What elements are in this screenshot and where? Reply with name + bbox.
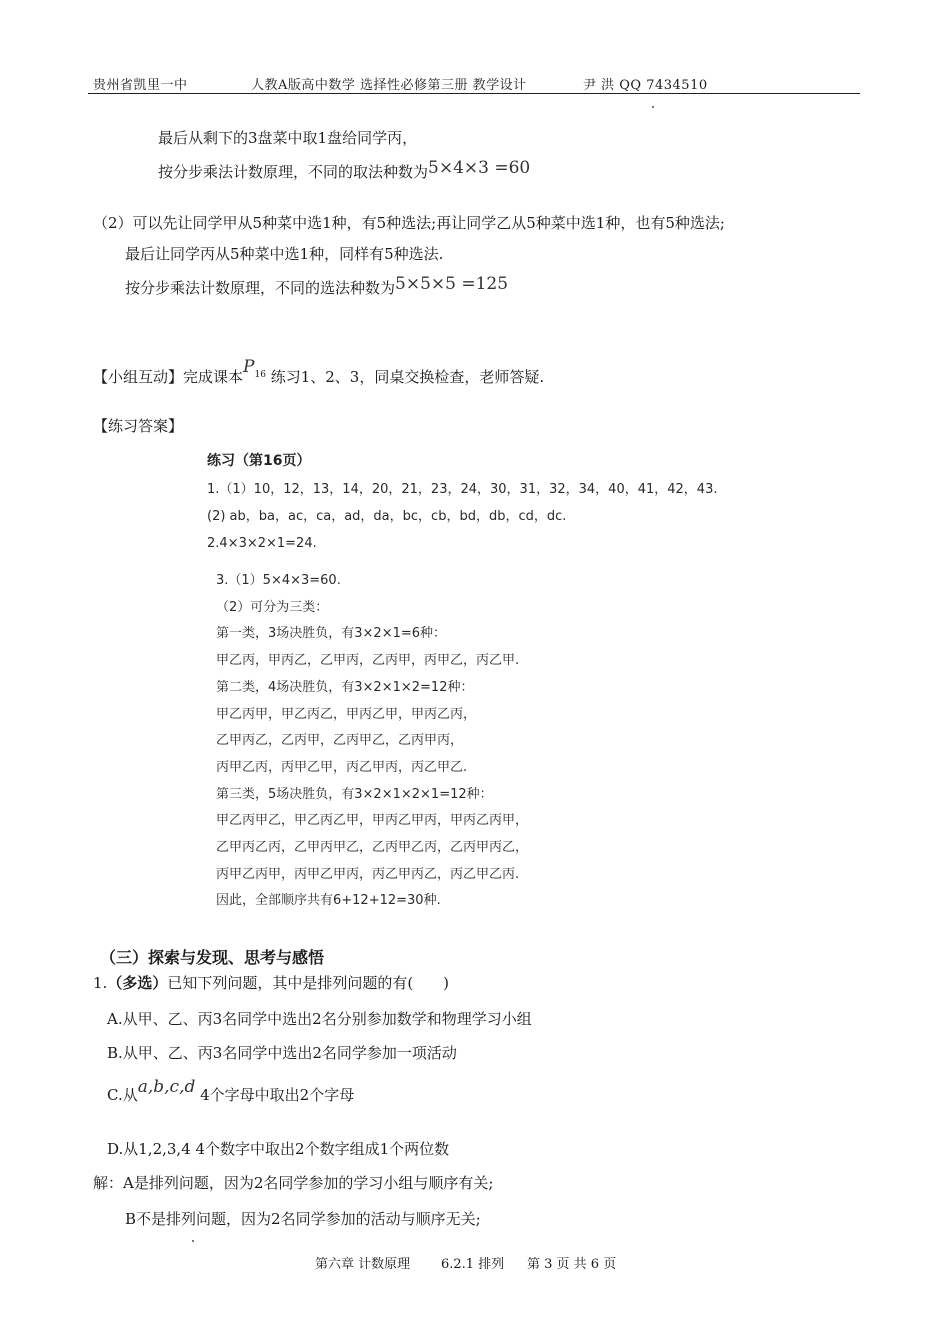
footer-page: 第 3 页 共 6 页 [527, 1257, 617, 1272]
section-title: （三）探索与发现、思考与感悟 [100, 948, 325, 967]
option-c-pre: C.从 [107, 1086, 138, 1104]
group-label: 【小组互动】完成课本 [93, 368, 244, 386]
scan-line: 甲乙丙，甲丙乙，乙甲丙，乙丙甲，丙甲乙，丙乙甲. [216, 653, 520, 669]
scan-line: 2.4×3×2×1=24. [207, 536, 317, 551]
part1-formula: 5×4×3 =60 [428, 158, 531, 178]
option-c-post: 4个字母中取出2个字母 [200, 1086, 355, 1104]
part1-line2-text: 按分步乘法计数原理，不同的取法种数为 [158, 163, 429, 181]
scan-line: 丙甲乙丙，丙甲乙甲，丙乙甲丙，丙乙甲乙. [216, 759, 468, 775]
part2-formula: 5×5×5 =125 [395, 274, 509, 294]
question-1 [93, 973, 449, 993]
part1-line1: 最后从剩下的3盘菜中取1盘给同学丙， [158, 129, 418, 147]
scan-line: 3.（1）5×4×3=60. [216, 573, 341, 588]
option-a: A.从甲、乙、丙3名同学中选出2名分别参加数学和物理学习小组 [107, 1010, 532, 1028]
page-footer [315, 1253, 616, 1272]
scan-line: 甲乙丙甲乙，甲乙丙乙甲，甲丙乙甲丙，甲丙乙丙甲， [216, 813, 529, 829]
solution-line-2: B不是排列问题，因为2名同学参加的活动与顺序无关; [125, 1210, 481, 1228]
scan-line: 丙甲乙丙甲，丙甲乙甲丙，丙乙甲丙乙，丙乙甲乙丙. [216, 866, 520, 882]
scan-line: 第一类，3场决胜负，有3×2×1=6种： [216, 626, 447, 642]
scan-line: 乙甲丙乙，乙丙甲，乙丙甲乙，乙丙甲丙， [216, 733, 464, 749]
scan-block-1 [207, 476, 717, 557]
scan-block-2 [216, 568, 528, 915]
scan-line: （2）可分为三类： [216, 599, 329, 615]
scan-line: 1.（1）10，12，13，14，20，21，23，24，30，31，32，34，40，41，42，43. [207, 482, 718, 497]
answer-scan [200, 442, 760, 912]
question-tag: （多选） [107, 974, 168, 992]
page-ref-p: P [243, 357, 255, 377]
answers-label: 【练习答案】 [93, 417, 184, 435]
question-number: 1. [93, 974, 108, 992]
footer-chapter: 第六章 计数原理 [315, 1257, 411, 1272]
page-ref-sub: 16 [254, 370, 266, 380]
option-c [107, 1077, 355, 1105]
group-interaction [93, 357, 545, 393]
option-b: B.从甲、乙、丙3名同学中选出2名同学参加一项活动 [107, 1044, 457, 1062]
scan-line: 第三类，5场决胜负，有3×2×1×2×1=12种： [216, 786, 493, 802]
option-c-letters: a,b,c,d [137, 1077, 196, 1097]
header-author: 尹 洪 QQ 7434510 [583, 78, 708, 93]
footer-section: 6.2.1 排列 [441, 1257, 505, 1272]
scan-line: 乙甲丙乙丙，乙甲丙甲乙，乙丙甲乙丙，乙丙甲丙乙， [216, 840, 529, 856]
question-text: 已知下列问题，其中是排列问题的有( ) [167, 974, 450, 992]
part2-line3-text: 按分步乘法计数原理，不同的选法种数为 [125, 279, 396, 297]
solution-line-1: 解：A是排列问题，因为2名同学参加的学习小组与顺序有关; [93, 1174, 494, 1192]
speck [192, 1240, 194, 1242]
option-d: D.从1,2,3,4 4个数字中取出2个数字组成1个两位数 [107, 1140, 450, 1158]
header-school: 贵州省凯里一中 [93, 78, 188, 93]
part1-line2 [158, 158, 531, 182]
scan-line: 因此，全部顺序共有6+12+12=30种. [216, 893, 441, 909]
part2-line1: （2）可以先让同学甲从5种菜中选1种，有5种选法;再让同学乙从5种菜中选1种，也有5种选法; [93, 214, 725, 232]
group-rest: 练习1、2、3，同桌交换检查，老师答疑. [270, 368, 545, 386]
header-book: 人教A版高中数学 选择性必修第三册 教学设计 [251, 78, 527, 93]
header-rule [88, 93, 860, 94]
speck [652, 106, 654, 108]
page-header [93, 74, 708, 93]
part2-line3 [125, 274, 509, 298]
scan-title: 练习（第16页） [207, 453, 311, 469]
scan-line: (2) ab，ba，ac，ca，ad，da，bc，cb，bd，db，cd，dc. [207, 509, 567, 524]
scan-line: 甲乙丙甲，甲乙丙乙，甲丙乙甲，甲丙乙丙， [216, 706, 477, 722]
part2-line2: 最后让同学丙从5种菜中选1种，同样有5种选法. [125, 245, 444, 263]
scan-line: 第二类，4场决胜负，有3×2×1×2=12种： [216, 679, 474, 695]
